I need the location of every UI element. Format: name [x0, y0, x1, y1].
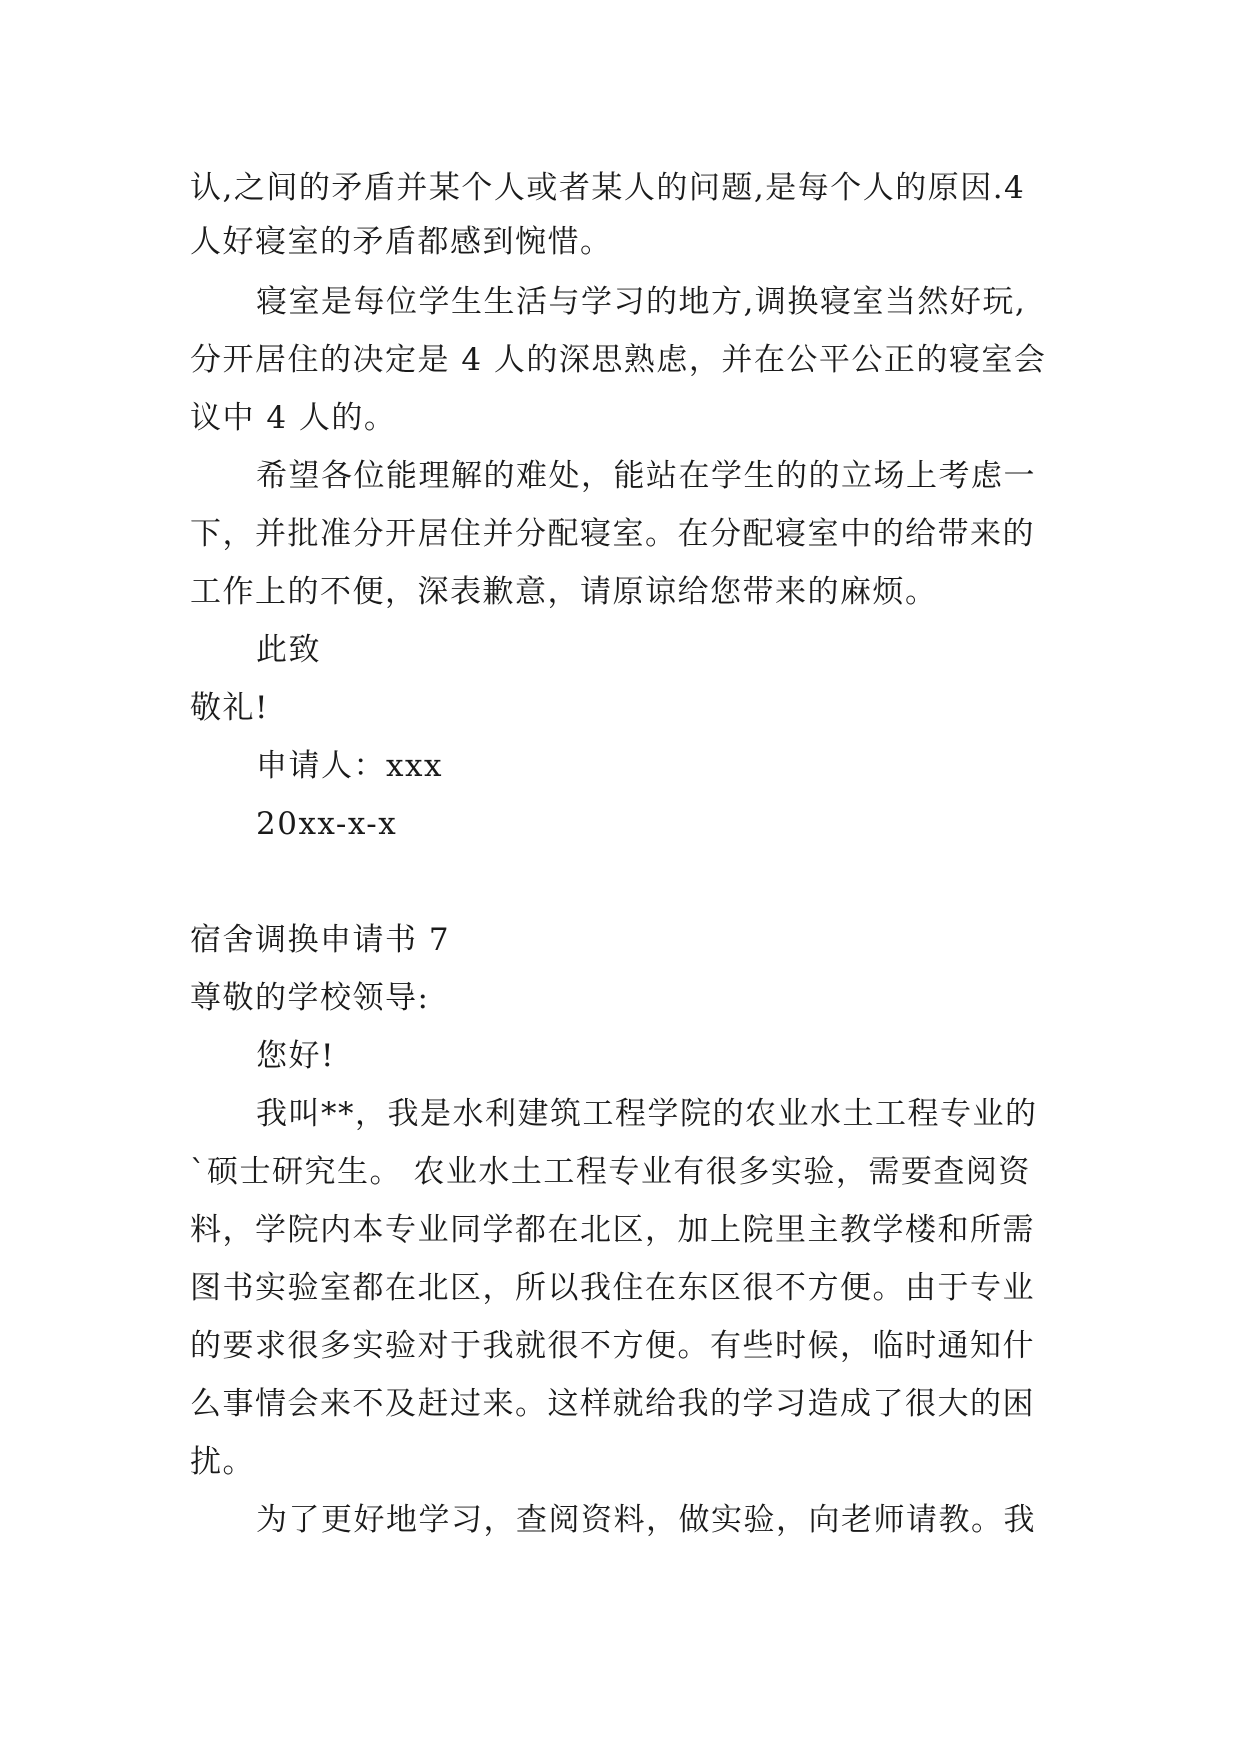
text-line: 我叫**，我是水利建筑工程学院的农业水土工程专业的: [256, 1096, 1038, 1132]
text-line: 的要求很多实验对于我就很不方便。有些时候，临时通知什: [190, 1328, 1035, 1364]
text-line: 工作上的不便，深表歉意，请原谅给您带来的麻烦。: [190, 574, 938, 610]
section-title: 宿舍调换申请书 7: [190, 922, 451, 958]
applicant-line: 申请人：xxx: [256, 748, 443, 784]
closing-line: 此致: [256, 632, 321, 668]
text-line: `硕士研究生。 农业水土工程专业有很多实验，需要查阅资: [190, 1154, 1031, 1190]
text-line: 图书实验室都在北区，所以我住在东区很不方便。由于专业: [190, 1270, 1035, 1306]
text-line: 认,之间的矛盾并某个人或者某人的问题,是每个人的原因.4: [190, 170, 1026, 206]
text-line: 么事情会来不及赶过来。这样就给我的学习造成了很大的困: [190, 1386, 1035, 1422]
text-line: 下，并批准分开居住并分配寝室。在分配寝室中的给带来的: [190, 516, 1035, 552]
greeting-recipient: 尊敬的学校领导:: [190, 980, 430, 1016]
date-line: 20xx-x-x: [256, 806, 398, 842]
text-line: 希望各位能理解的难处，能站在学生的的立场上考虑一: [256, 458, 1036, 494]
salutation-line: 敬礼!: [190, 690, 269, 726]
text-line: 分开居住的决定是 4 人的深思熟虑，并在公平公正的寝室会: [190, 342, 1047, 378]
text-line: 扰。: [190, 1444, 255, 1480]
greeting-line: 您好!: [256, 1038, 335, 1074]
text-line: 议中 4 人的。: [190, 400, 397, 436]
text-line: 为了更好地学习，查阅资料，做实验，向老师请教。我: [256, 1502, 1036, 1538]
text-line: 人好寝室的矛盾都感到惋惜。: [190, 224, 613, 260]
text-line: 料，学院内本专业同学都在北区，加上院里主教学楼和所需: [190, 1212, 1035, 1248]
text-line: 寝室是每位学生生活与学习的地方,调换寝室当然好玩,: [256, 284, 1027, 320]
